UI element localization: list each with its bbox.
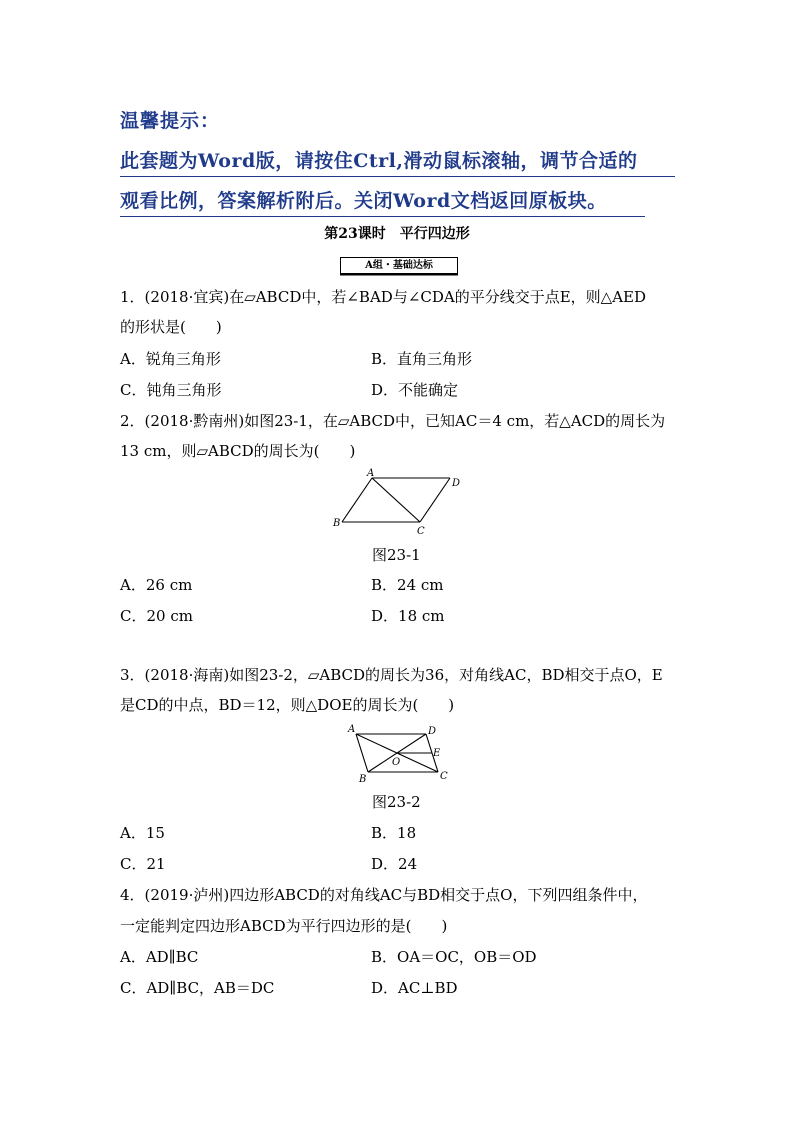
tip-title: 温馨提示：: [120, 110, 221, 132]
figure-23-2-side-ab: [356, 734, 368, 772]
question-2-option-c: C．20 cm: [120, 607, 193, 625]
figure-23-1-label-b: B: [333, 518, 341, 529]
question-3-line-1: 3．(2018·海南)如图23-2，▱ABCD的周长为36，对角线AC，BD相交于点O，E: [120, 666, 663, 684]
figure-23-1-side-cd: [420, 478, 450, 522]
question-2-line-1: 2．(2018·黔南州)如图23-1，在▱ABCD中，已知AC＝4 cm，若△ACD的周长为: [120, 412, 666, 430]
figure-23-2-label-c: C: [440, 771, 448, 782]
question-3-line-2: 是CD的中点，BD＝12，则△DOE的周长为( ): [120, 696, 455, 714]
figure-23-2: [340, 722, 455, 784]
question-4-line-2: 一定能判定四边形ABCD为平行四边形的是( ): [120, 917, 448, 935]
question-4-option-c: C．AD∥BC，AB＝DC: [120, 979, 275, 997]
section-badge: A组・基础达标: [340, 257, 458, 274]
question-1-line-2: 的形状是( ): [120, 318, 222, 336]
question-3-option-c: C．21: [120, 855, 166, 873]
question-1-option-c: C．钝角三角形: [120, 381, 222, 399]
question-3-option-d: D．24: [371, 855, 418, 873]
question-2-option-b: B．24 cm: [371, 576, 444, 594]
question-4-option-d: D．AC⊥BD: [371, 979, 458, 997]
question-1-option-b: B．直角三角形: [371, 350, 473, 368]
tip-line-2: 观看比例，答案解析附后。关闭Word文档返回原板块。: [120, 186, 645, 217]
question-1-line-1: 1．(2018·宜宾)在▱ABCD中，若∠BAD与∠CDA的平分线交于点E，则△AED: [120, 288, 647, 306]
figure-23-1-side-ab: [342, 478, 372, 522]
figure-23-2-label-e: E: [433, 748, 441, 759]
question-3-option-b: B．18: [371, 824, 417, 842]
tip-line-1: 此套题为Word版，请按住Ctrl,滑动鼠标滚轴，调节合适的: [120, 146, 675, 177]
figure-23-2-label-b: B: [359, 774, 367, 785]
figure-23-1: [330, 468, 465, 538]
figure-23-2-caption: 图23-2: [372, 793, 421, 811]
question-1-option-d: D．不能确定: [371, 381, 459, 399]
question-3-option-a: A．15: [120, 824, 165, 842]
question-4-option-b: B．OA＝OC，OB＝OD: [371, 948, 537, 966]
figure-23-2-label-o: O: [392, 757, 401, 768]
question-2-line-2: 13 cm，则▱ABCD的周长为( ): [120, 442, 356, 460]
figure-23-1-label-a: A: [367, 468, 375, 479]
question-4-line-1: 4．(2019·泸州)四边形ABCD的对角线AC与BD相交于点O，下列四组条件中，: [120, 886, 648, 904]
figure-23-2-label-d: D: [428, 726, 437, 737]
question-4-option-a: A．AD∥BC: [120, 948, 199, 966]
figure-23-1-caption: 图23-1: [372, 546, 421, 564]
question-1-option-a: A．锐角三角形: [120, 350, 221, 368]
figure-23-2-label-a: A: [348, 724, 356, 735]
question-2-option-d: D．18 cm: [371, 607, 445, 625]
question-2-option-a: A．26 cm: [120, 576, 193, 594]
figure-23-1-label-c: C: [417, 526, 425, 537]
lesson-title: 第23课时 平行四边形: [324, 226, 470, 242]
figure-23-1-diagonal-ac: [372, 478, 420, 522]
figure-23-1-label-d: D: [452, 478, 461, 489]
